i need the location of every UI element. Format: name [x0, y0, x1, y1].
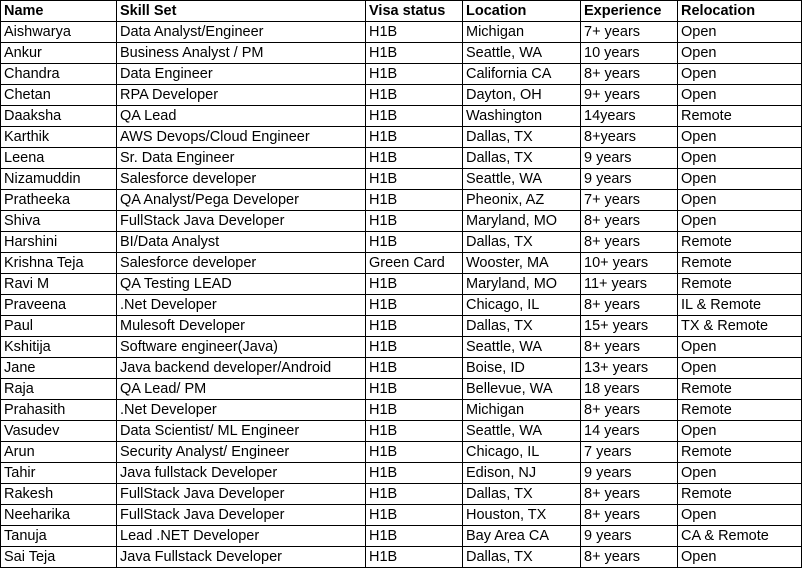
- table-row: [1, 526, 802, 547]
- cell-relocation: Open: [678, 505, 802, 526]
- cell-relocation: Open: [678, 547, 802, 568]
- cell-skill-set: FullStack Java Developer: [117, 211, 366, 232]
- table-row: [1, 190, 802, 211]
- cell-name: Shiva: [1, 211, 117, 232]
- cell-visa-status: H1B: [366, 232, 463, 253]
- table-row: [1, 337, 802, 358]
- table-row: [1, 421, 802, 442]
- cell-name: Tanuja: [1, 526, 117, 547]
- cell-relocation: Remote: [678, 274, 802, 295]
- cell-relocation: Open: [678, 211, 802, 232]
- cell-location: Seattle, WA: [463, 169, 581, 190]
- cell-location: Seattle, WA: [463, 421, 581, 442]
- table-row: [1, 400, 802, 421]
- cell-location: Maryland, MO: [463, 274, 581, 295]
- cell-visa-status: H1B: [366, 316, 463, 337]
- cell-experience: 8+ years: [581, 400, 678, 421]
- cell-skill-set: Data Analyst/Engineer: [117, 22, 366, 43]
- cell-name: Pratheeka: [1, 190, 117, 211]
- cell-relocation: TX & Remote: [678, 316, 802, 337]
- cell-skill-set: Java backend developer/Android: [117, 358, 366, 379]
- cell-skill-set: QA Testing LEAD: [117, 274, 366, 295]
- cell-experience: 14 years: [581, 421, 678, 442]
- cell-experience: 10+ years: [581, 253, 678, 274]
- cell-experience: 13+ years: [581, 358, 678, 379]
- table-row: [1, 253, 802, 274]
- cell-experience: 7+ years: [581, 22, 678, 43]
- cell-experience: 8+ years: [581, 484, 678, 505]
- cell-name: Harshini: [1, 232, 117, 253]
- cell-location: Pheonix, AZ: [463, 190, 581, 211]
- header-row: [1, 1, 802, 22]
- cell-location: Dallas, TX: [463, 148, 581, 169]
- cell-location: Dallas, TX: [463, 232, 581, 253]
- cell-visa-status: H1B: [366, 379, 463, 400]
- table-row: [1, 295, 802, 316]
- cell-visa-status: H1B: [366, 463, 463, 484]
- cell-relocation: Open: [678, 148, 802, 169]
- cell-location: Washington: [463, 106, 581, 127]
- cell-skill-set: Software engineer(Java): [117, 337, 366, 358]
- cell-skill-set: QA Lead/ PM: [117, 379, 366, 400]
- cell-skill-set: Data Scientist/ ML Engineer: [117, 421, 366, 442]
- header-experience: Experience: [581, 1, 678, 22]
- cell-relocation: Open: [678, 43, 802, 64]
- cell-experience: 9 years: [581, 463, 678, 484]
- cell-skill-set: Lead .NET Developer: [117, 526, 366, 547]
- table-row: [1, 274, 802, 295]
- cell-location: Bay Area CA: [463, 526, 581, 547]
- table-row: [1, 85, 802, 106]
- cell-name: Chandra: [1, 64, 117, 85]
- cell-visa-status: H1B: [366, 43, 463, 64]
- cell-relocation: Open: [678, 127, 802, 148]
- cell-skill-set: .Net Developer: [117, 400, 366, 421]
- table-row: [1, 484, 802, 505]
- cell-skill-set: Mulesoft Developer: [117, 316, 366, 337]
- cell-name: Prahasith: [1, 400, 117, 421]
- cell-location: Dayton, OH: [463, 85, 581, 106]
- table-row: [1, 505, 802, 526]
- cell-location: Edison, NJ: [463, 463, 581, 484]
- cell-relocation: Open: [678, 85, 802, 106]
- cell-location: Chicago, IL: [463, 442, 581, 463]
- cell-name: Paul: [1, 316, 117, 337]
- cell-skill-set: Sr. Data Engineer: [117, 148, 366, 169]
- cell-experience: 8+ years: [581, 64, 678, 85]
- cell-visa-status: H1B: [366, 295, 463, 316]
- cell-visa-status: H1B: [366, 127, 463, 148]
- cell-experience: 9 years: [581, 169, 678, 190]
- cell-skill-set: Salesforce developer: [117, 169, 366, 190]
- cell-visa-status: H1B: [366, 421, 463, 442]
- cell-relocation: Remote: [678, 106, 802, 127]
- table-row: [1, 43, 802, 64]
- cell-location: Bellevue, WA: [463, 379, 581, 400]
- cell-name: Krishna Teja: [1, 253, 117, 274]
- cell-relocation: CA & Remote: [678, 526, 802, 547]
- cell-location: Boise, ID: [463, 358, 581, 379]
- cell-name: Raja: [1, 379, 117, 400]
- cell-relocation: IL & Remote: [678, 295, 802, 316]
- cell-location: Chicago, IL: [463, 295, 581, 316]
- cell-name: Leena: [1, 148, 117, 169]
- cell-location: Michigan: [463, 22, 581, 43]
- cell-location: Maryland, MO: [463, 211, 581, 232]
- cell-name: Tahir: [1, 463, 117, 484]
- cell-name: Kshitija: [1, 337, 117, 358]
- table-row: [1, 22, 802, 43]
- cell-experience: 8+ years: [581, 505, 678, 526]
- cell-skill-set: Data Engineer: [117, 64, 366, 85]
- cell-relocation: Open: [678, 190, 802, 211]
- cell-name: Daaksha: [1, 106, 117, 127]
- cell-relocation: Open: [678, 22, 802, 43]
- cell-skill-set: Business Analyst / PM: [117, 43, 366, 64]
- cell-visa-status: H1B: [366, 547, 463, 568]
- cell-relocation: Remote: [678, 400, 802, 421]
- cell-location: Houston, TX: [463, 505, 581, 526]
- cell-relocation: Remote: [678, 232, 802, 253]
- cell-visa-status: H1B: [366, 274, 463, 295]
- table-row: [1, 547, 802, 568]
- cell-location: Dallas, TX: [463, 547, 581, 568]
- cell-name: Vasudev: [1, 421, 117, 442]
- cell-skill-set: Salesforce developer: [117, 253, 366, 274]
- table-row: [1, 169, 802, 190]
- header-relocation: Relocation: [678, 1, 802, 22]
- cell-name: Nizamuddin: [1, 169, 117, 190]
- cell-experience: 9 years: [581, 148, 678, 169]
- cell-experience: 11+ years: [581, 274, 678, 295]
- cell-location: California CA: [463, 64, 581, 85]
- table-row: [1, 232, 802, 253]
- cell-relocation: Open: [678, 169, 802, 190]
- cell-visa-status: H1B: [366, 85, 463, 106]
- cell-skill-set: Java fullstack Developer: [117, 463, 366, 484]
- cell-name: Praveena: [1, 295, 117, 316]
- cell-visa-status: H1B: [366, 358, 463, 379]
- cell-visa-status: H1B: [366, 190, 463, 211]
- cell-location: Dallas, TX: [463, 127, 581, 148]
- cell-visa-status: Green Card: [366, 253, 463, 274]
- cell-relocation: Open: [678, 358, 802, 379]
- cell-name: Chetan: [1, 85, 117, 106]
- cell-visa-status: H1B: [366, 211, 463, 232]
- table-body: [1, 22, 802, 568]
- table-row: [1, 127, 802, 148]
- cell-relocation: Remote: [678, 253, 802, 274]
- cell-location: Dallas, TX: [463, 316, 581, 337]
- cell-skill-set: QA Analyst/Pega Developer: [117, 190, 366, 211]
- cell-name: Sai Teja: [1, 547, 117, 568]
- cell-name: Rakesh: [1, 484, 117, 505]
- header-name: Name: [1, 1, 117, 22]
- cell-relocation: Open: [678, 463, 802, 484]
- cell-name: Ankur: [1, 43, 117, 64]
- header-location: Location: [463, 1, 581, 22]
- table-row: [1, 442, 802, 463]
- cell-name: Ravi M: [1, 274, 117, 295]
- table-row: [1, 64, 802, 85]
- cell-name: Jane: [1, 358, 117, 379]
- table-row: [1, 463, 802, 484]
- cell-relocation: Remote: [678, 442, 802, 463]
- cell-visa-status: H1B: [366, 106, 463, 127]
- cell-skill-set: .Net Developer: [117, 295, 366, 316]
- cell-skill-set: AWS Devops/Cloud Engineer: [117, 127, 366, 148]
- cell-skill-set: QA Lead: [117, 106, 366, 127]
- cell-visa-status: H1B: [366, 337, 463, 358]
- cell-relocation: Open: [678, 337, 802, 358]
- table-row: [1, 106, 802, 127]
- cell-experience: 14years: [581, 106, 678, 127]
- cell-location: Seattle, WA: [463, 43, 581, 64]
- cell-experience: 7+ years: [581, 190, 678, 211]
- cell-visa-status: H1B: [366, 22, 463, 43]
- cell-visa-status: H1B: [366, 442, 463, 463]
- cell-relocation: Open: [678, 421, 802, 442]
- cell-experience: 9+ years: [581, 85, 678, 106]
- cell-name: Arun: [1, 442, 117, 463]
- cell-visa-status: H1B: [366, 64, 463, 85]
- table-row: [1, 211, 802, 232]
- cell-location: Seattle, WA: [463, 337, 581, 358]
- cell-visa-status: H1B: [366, 484, 463, 505]
- cell-experience: 9 years: [581, 526, 678, 547]
- cell-visa-status: H1B: [366, 400, 463, 421]
- cell-relocation: Open: [678, 64, 802, 85]
- cell-visa-status: H1B: [366, 169, 463, 190]
- cell-experience: 10 years: [581, 43, 678, 64]
- cell-experience: 8+ years: [581, 211, 678, 232]
- table-row: [1, 379, 802, 400]
- cell-experience: 8+ years: [581, 547, 678, 568]
- cell-skill-set: FullStack Java Developer: [117, 484, 366, 505]
- cell-skill-set: Java Fullstack Developer: [117, 547, 366, 568]
- cell-skill-set: RPA Developer: [117, 85, 366, 106]
- cell-skill-set: FullStack Java Developer: [117, 505, 366, 526]
- cell-skill-set: BI/Data Analyst: [117, 232, 366, 253]
- cell-skill-set: Security Analyst/ Engineer: [117, 442, 366, 463]
- header-visa-status: Visa status: [366, 1, 463, 22]
- cell-experience: 7 years: [581, 442, 678, 463]
- cell-name: Aishwarya: [1, 22, 117, 43]
- cell-experience: 8+ years: [581, 295, 678, 316]
- cell-location: Dallas, TX: [463, 484, 581, 505]
- cell-location: Wooster, MA: [463, 253, 581, 274]
- cell-visa-status: H1B: [366, 526, 463, 547]
- table-row: [1, 148, 802, 169]
- table-row: [1, 358, 802, 379]
- cell-name: Neeharika: [1, 505, 117, 526]
- cell-experience: 15+ years: [581, 316, 678, 337]
- cell-experience: 18 years: [581, 379, 678, 400]
- cell-relocation: Remote: [678, 379, 802, 400]
- cell-visa-status: H1B: [366, 148, 463, 169]
- cell-experience: 8+ years: [581, 232, 678, 253]
- cell-experience: 8+ years: [581, 337, 678, 358]
- cell-name: Karthik: [1, 127, 117, 148]
- header-skill-set: Skill Set: [117, 1, 366, 22]
- table-row: [1, 316, 802, 337]
- cell-relocation: Remote: [678, 484, 802, 505]
- cell-experience: 8+years: [581, 127, 678, 148]
- cell-location: Michigan: [463, 400, 581, 421]
- cell-visa-status: H1B: [366, 505, 463, 526]
